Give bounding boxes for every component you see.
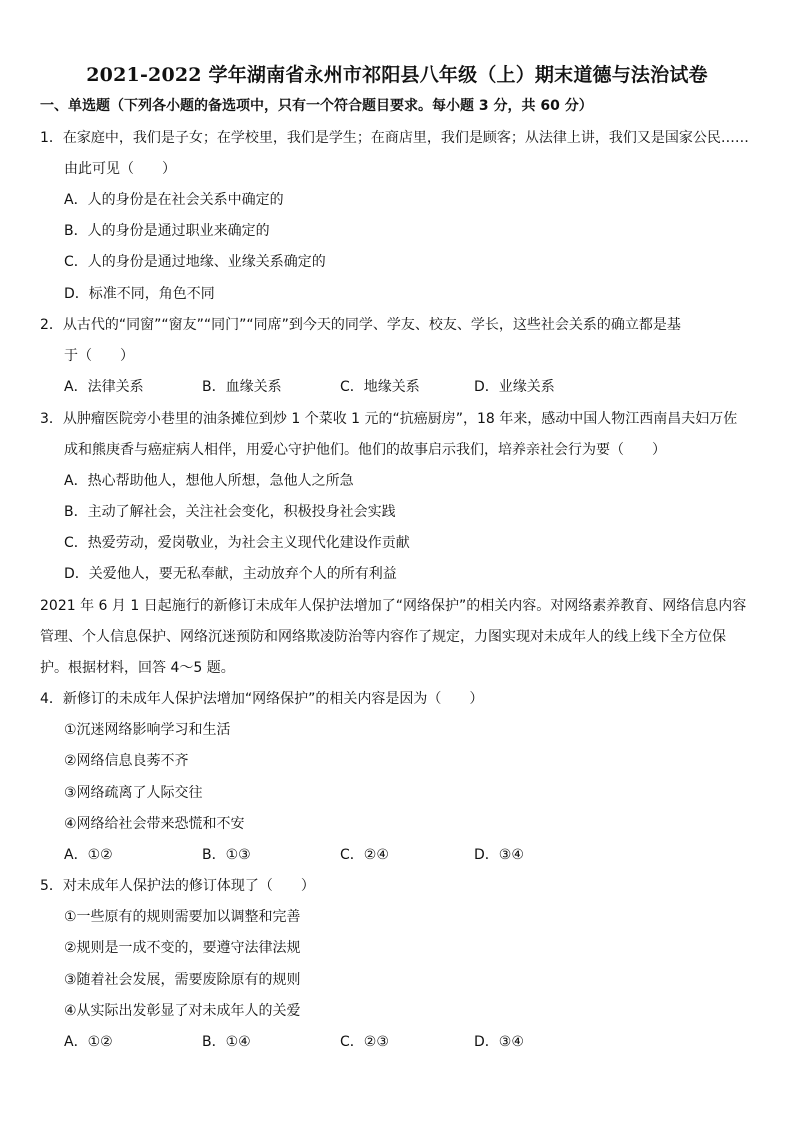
q3-option-a: A．热心帮助他人，想他人所想，急他人之所急 <box>64 473 354 489</box>
q2-stem-line1: 2．从古代的“同窗”“窗友”“同门”“同席”到今天的同学、学友、校友、学长，这些社会关系的确立都是基 <box>40 317 681 333</box>
q4-option-c: C．②④ <box>340 847 389 863</box>
q3-option-b: B．主动了解社会，关注社会变化，积极投身社会实践 <box>64 504 396 520</box>
q5-statement-3: ③随着社会发展，需要废除原有的规则 <box>64 972 301 988</box>
q4-option-b: B．①③ <box>202 847 251 863</box>
q5-statement-2: ②规则是一成不变的，要遵守法律法规 <box>64 940 301 956</box>
q2-option-b: B．血缘关系 <box>202 379 282 395</box>
q5-stem: 5．对未成年人保护法的修订体现了（ ） <box>40 878 315 894</box>
q1-stem-line2: 由此可见（ ） <box>64 161 176 177</box>
q4-option-a: A．①② <box>64 847 113 863</box>
material-line1: 2021 年 6 月 1 日起施行的新修订未成年人保护法增加了“网络保护”的相关内容。对网络素养教育、网络信息内容 <box>40 598 747 614</box>
q1-option-c: C．人的身份是通过地缘、业缘关系确定的 <box>64 254 326 270</box>
exam-title: 2021-2022 学年湖南省永州市祁阳县八年级（上）期末道德与法治试卷 <box>86 64 708 86</box>
q4-statement-1: ①沉迷网络影响学习和生活 <box>64 722 231 738</box>
q3-stem-line2: 成和熊庚香与癌症病人相伴，用爱心守护他们。他们的故事启示我们，培养亲社会行为要（ ） <box>64 442 666 458</box>
material-line3: 护。根据材料，回答 4～5 题。 <box>40 660 235 676</box>
q5-option-d: D．③④ <box>474 1034 524 1050</box>
q2-option-d: D．业缘关系 <box>474 379 555 395</box>
q5-statement-1: ①一些原有的规则需要加以调整和完善 <box>64 909 301 925</box>
q5-option-c: C．②③ <box>340 1034 389 1050</box>
q2-stem-line2: 于（ ） <box>64 348 134 364</box>
q3-stem-line1: 3．从肿瘤医院旁小巷里的油条摊位到炒 1 个菜收 1 元的“抗癌厨房”，18 年来，感动中国人物江西南昌夫妇万佐 <box>40 411 738 427</box>
q3-option-d: D．关爱他人，要无私奉献，主动放弃个人的所有利益 <box>64 566 397 582</box>
q1-option-a: A．人的身份是在社会关系中确定的 <box>64 192 284 208</box>
q4-statement-4: ④网络给社会带来恐慌和不安 <box>64 816 245 832</box>
q4-stem: 4．新修订的未成年人保护法增加“网络保护”的相关内容是因为（ ） <box>40 691 484 707</box>
q5-statement-4: ④从实际出发彰显了对未成年人的关爱 <box>64 1003 301 1019</box>
material-line2: 管理、个人信息保护、网络沉迷预防和网络欺凌防治等内容作了规定，力图实现对未成年人的线上线下全方位保 <box>40 629 726 645</box>
q5-option-b: B．①④ <box>202 1034 251 1050</box>
q1-stem-line1: 1．在家庭中，我们是子女；在学校里，我们是学生；在商店里，我们是顾客；从法律上讲，我们又是国家公民…… <box>40 130 749 146</box>
q4-option-d: D．③④ <box>474 847 524 863</box>
q1-option-d: D．标准不同，角色不同 <box>64 286 215 302</box>
q2-option-a: A．法律关系 <box>64 379 144 395</box>
q4-statement-3: ③网络疏离了人际交往 <box>64 785 203 801</box>
section-heading: 一、单选题（下列各小题的备选项中，只有一个符合题目要求。每小题 3 分，共 60 分） <box>40 98 593 114</box>
q1-option-b: B．人的身份是通过职业来确定的 <box>64 223 270 239</box>
q2-option-c: C．地缘关系 <box>340 379 420 395</box>
q5-option-a: A．①② <box>64 1034 113 1050</box>
q4-statement-2: ②网络信息良莠不齐 <box>64 753 189 769</box>
q3-option-c: C．热爱劳动，爱岗敬业，为社会主义现代化建设作贡献 <box>64 535 410 551</box>
